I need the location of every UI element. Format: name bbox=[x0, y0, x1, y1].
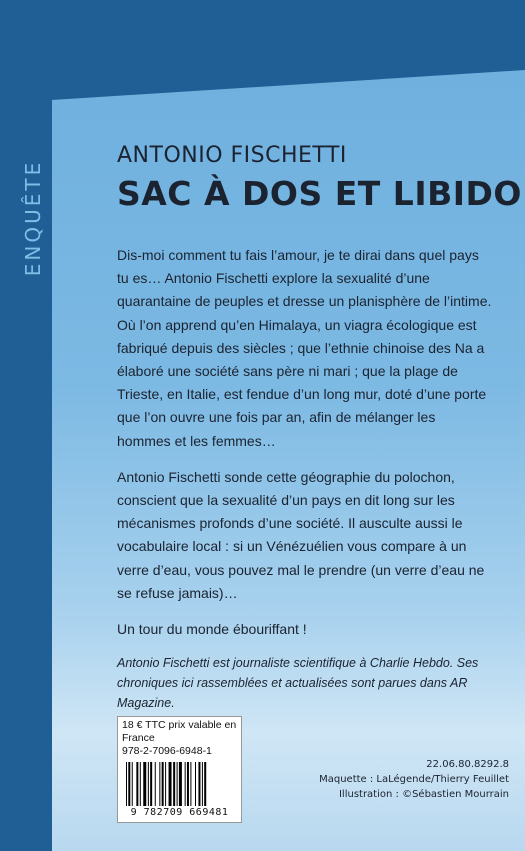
isbn-text: 978-2-7096-6948-1 bbox=[122, 745, 212, 757]
product-code: 22.06.80.8292.8 bbox=[426, 759, 509, 770]
illustration-credit: Illustration : ©Sébastien Mourrain bbox=[338, 789, 509, 800]
blurb-paragraph-1: Dis-moi comment tu fais l’amour, je te dirai dans quel pays tu es… Antonio Fischetti explore la sexualité d’une quarantaine de peuples et dresse un planisphère de l’intime. Où l’on apprend qu’en Himalaya, un viagra écologique est fabriqué depuis des siècles ; que l’ethnie chinoise des Na a élaboré une société sans père ni mari ; que la plage de Trieste, en Italie, est fendue d’un long mur, doté d’une porte que l’on ouvre une fois par an, afin de mélanger les hommes et les femmes… bbox=[117, 247, 492, 449]
barcode-bars bbox=[122, 762, 237, 806]
author-note: Antonio Fischetti est journaliste scientifique à Charlie Hebdo. Ses chroniques ici rassemblées et actualisées sont parues dans AR Magazine. bbox=[117, 656, 479, 711]
price-barcode-box bbox=[117, 716, 242, 823]
layout-credit: Maquette : LaLégende/Thierry Feuillet bbox=[319, 774, 509, 785]
blurb bbox=[117, 244, 492, 713]
book-title: SAC À DOS ET LIBIDO bbox=[117, 174, 522, 213]
price-text: 18 € TTC prix valable en France bbox=[122, 719, 237, 744]
blurb-paragraph-3: Un tour du monde ébouriffant ! bbox=[117, 621, 307, 638]
genre-label bbox=[18, 118, 48, 318]
credits bbox=[319, 757, 509, 802]
barcode-digits: 9 782709 669481 bbox=[130, 807, 229, 818]
blurb-paragraph-2: Antonio Fischetti sonde cette géographie du polochon, conscient que la sexualité d’un pays en dit long sur les mécanismes profonds d’une société. Il ausculte aussi le vocabulaire local : si un Vénézuélien vous compare à un verre d’eau, vous pouvez mal le prendre (un verre d’eau ne se refuse jamais)… bbox=[117, 468, 485, 601]
top-band bbox=[0, 0, 525, 70]
genre-text: ENQUÊTE bbox=[21, 159, 45, 277]
author-name: ANTONIO FISCHETTI bbox=[117, 143, 347, 168]
barcode bbox=[122, 762, 237, 818]
